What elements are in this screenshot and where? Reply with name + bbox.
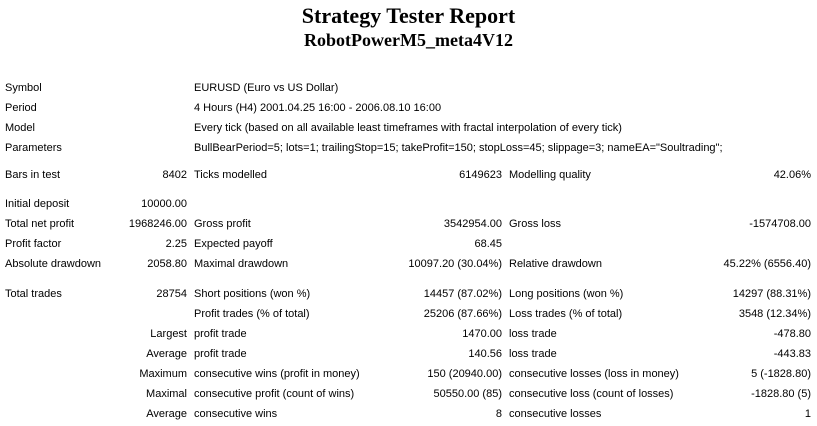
stat-label: profit trade (194, 328, 247, 340)
table-row-total-trades (5, 284, 811, 304)
stat-label: consecutive losses (509, 408, 602, 420)
stat-label: Average (146, 408, 187, 420)
stat-value: 150 (20940.00) (427, 368, 502, 380)
stat-value: 6149623 (459, 169, 502, 181)
stat-value: 8 (495, 408, 502, 420)
stat-label: Maximal drawdown (194, 258, 289, 270)
table-row-model (5, 118, 811, 138)
stat-label: Profit factor (5, 238, 62, 250)
stat-label: Ticks modelled (194, 169, 267, 181)
stat-label: Average (146, 348, 187, 360)
stat-label: Total trades (5, 288, 62, 300)
stat-label: loss trade (509, 328, 557, 340)
stat-label: consecutive wins (194, 408, 278, 420)
table-row-absolute-drawdown (5, 254, 811, 274)
stat-value: 2058.80 (147, 258, 187, 270)
param-value: Every tick (based on all available least timeframes with fractal interpolation of every tick) (194, 122, 622, 134)
stat-value: 25206 (87.66%) (423, 308, 502, 320)
stat-label: Initial deposit (5, 198, 70, 210)
stat-value (387, 194, 502, 214)
table-row-profit-factor (5, 234, 811, 254)
stat-label (5, 344, 113, 364)
spacer-row (5, 274, 811, 284)
stat-label: Profit trades (% of total) (194, 308, 310, 320)
param-label: Parameters (5, 142, 62, 154)
stat-label: loss trade (509, 348, 557, 360)
param-label: Period (5, 102, 37, 114)
stat-label: Modelling quality (509, 169, 591, 181)
stat-label (5, 384, 113, 404)
stat-label: Long positions (won %) (509, 288, 624, 300)
stat-value: 8402 (162, 169, 187, 181)
stat-label: Maximal (146, 388, 187, 400)
stat-value: -1574708.00 (749, 218, 811, 230)
stat-label: Largest (150, 328, 187, 340)
spacer-row (5, 158, 811, 165)
stat-value: 3542954.00 (443, 218, 502, 230)
param-value: 4 Hours (H4) 2001.04.25 16:00 - 2006.08.10 16:00 (194, 102, 442, 114)
stat-label: Relative drawdown (509, 258, 602, 270)
stat-value: 1470.00 (462, 328, 502, 340)
stat-label: consecutive wins (profit in money) (194, 368, 360, 380)
table-row-period (5, 98, 811, 118)
strategy-report-table (5, 78, 811, 424)
stat-value: 10000.00 (141, 198, 187, 210)
stat-value: -478.80 (773, 328, 811, 340)
stat-label (502, 194, 682, 214)
stat-label: Bars in test (5, 169, 61, 181)
stat-value (682, 234, 811, 254)
stat-label: Expected payoff (194, 238, 273, 250)
table-row-initial-deposit (5, 194, 811, 214)
param-value: BullBearPeriod=5; lots=1; trailingStop=15; takeProfit=150; stopLoss=45; slippage=3; nameEA="Soultrading"; (194, 142, 723, 154)
stat-label (5, 404, 113, 424)
stat-label (187, 194, 387, 214)
stat-label: consecutive loss (count of losses) (509, 388, 674, 400)
spacer-row (5, 185, 811, 194)
table-row-profit-trades (5, 304, 811, 324)
stat-label: profit trade (194, 348, 247, 360)
stat-label (5, 304, 113, 324)
stat-label: Gross profit (194, 218, 251, 230)
stat-value: 3548 (12.34%) (738, 308, 811, 320)
param-label: Model (5, 122, 35, 134)
stat-value: 14297 (88.31%) (732, 288, 811, 300)
stat-value: 50550.00 (85) (433, 388, 502, 400)
table-row-symbol (5, 78, 811, 98)
stat-label: Gross loss (509, 218, 561, 230)
stat-label: Loss trades (% of total) (509, 308, 623, 320)
stat-label: Maximum (139, 368, 187, 380)
param-value: EURUSD (Euro vs US Dollar) (194, 82, 339, 94)
stat-label: consecutive losses (loss in money) (509, 368, 679, 380)
table-row-net-profit (5, 214, 811, 234)
stat-label (5, 324, 113, 344)
stat-value: 1 (804, 408, 811, 420)
stat-value: 68.45 (474, 238, 502, 250)
stat-value: 140.56 (468, 348, 502, 360)
stat-label: Absolute drawdown (5, 258, 102, 270)
table-row-average-consecutive (5, 404, 811, 424)
stat-value: 45.22% (6556.40) (723, 258, 811, 270)
stat-label: consecutive profit (count of wins) (194, 388, 355, 400)
table-row-average-trade (5, 344, 811, 364)
stat-value: 1968246.00 (128, 218, 187, 230)
table-row-largest-trade (5, 324, 811, 344)
table-row-maximal-consecutive (5, 384, 811, 404)
stat-value: -1828.80 (5) (751, 388, 811, 400)
stat-value: 28754 (156, 288, 187, 300)
stat-label: Short positions (won %) (194, 288, 311, 300)
page-title: Strategy Tester Report (301, 3, 516, 28)
table-row-bars (5, 165, 811, 185)
stat-value: 2.25 (165, 238, 187, 250)
stat-value (682, 194, 811, 214)
stat-value: 10097.20 (30.04%) (408, 258, 502, 270)
param-label: Symbol (5, 82, 42, 94)
table-row-parameters (5, 138, 811, 158)
stat-label: Total net profit (5, 218, 75, 230)
table-row-maximum-consecutive (5, 364, 811, 384)
stat-value: 5 (-1828.80) (751, 368, 811, 380)
stat-label (5, 364, 113, 384)
stat-value: 42.06% (773, 169, 811, 181)
stat-value (113, 304, 187, 324)
report-subtitle: RobotPowerM5_meta4V12 (304, 30, 513, 50)
stat-label (502, 234, 682, 254)
stat-value: -443.83 (773, 348, 811, 360)
stat-value: 14457 (87.02%) (423, 288, 502, 300)
